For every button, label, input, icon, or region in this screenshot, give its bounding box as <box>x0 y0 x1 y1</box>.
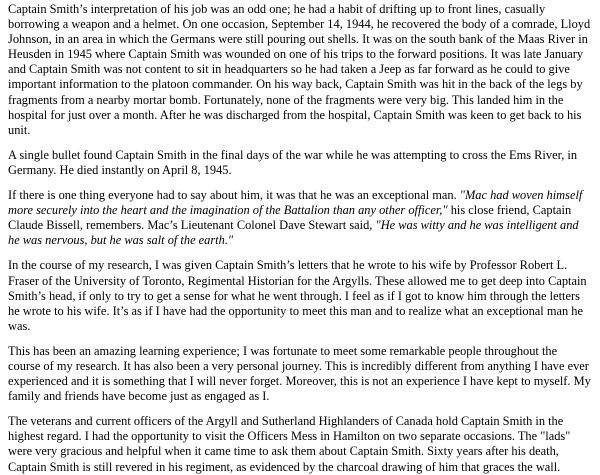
paragraph-exceptional-man <box>8 188 592 248</box>
paragraph-learning-experience <box>8 344 592 404</box>
paragraph-text: In the course of my research, I was given Captain Smith’s letters that he wrote to his wife by Professor Robert L. Fraser of the University of Toronto, Regimental Historian for the Argylls. These allowed me to get deep into Captain Smith’s head, if only to try to get a sense for what he went through. I feel as if I got to know him through the letters he wrote to his wife. It’s as if I have had the opportunity to meet this man and to realize what an exceptional man he was. <box>8 258 587 333</box>
paragraph-text: This has been an amazing learning experience; I was fortunate to meet some remarkable people throughout the course of my research. It has also been a very personal journey. This is incredibly different from anything I have ever experienced and it is something that I will never forget. Moreover, this is not an experience I have kept to myself. My family and friends have become just as engaged as I. <box>8 343 591 404</box>
paragraph-wounded-at-heusden <box>8 2 592 138</box>
paragraph-text: The veterans and current officers of the Argyll and Sutherland Highlanders of Canada hold Captain Smith in the highest regard. I had the opportunity to visit the Officers Mess in Hamilton on two separate occasions. The "lads" were very gracious and helpful when it came time to ask them about Captain Smith. Sixty years after his death, Captain Smith is still revered in his regiment, as evidenced by the charcoal drawing of him that graces the wall. <box>8 414 571 474</box>
paragraph-text: his close friend, Captain Claude Bissell, remembers. Mac’s Lieutenant Colonel Dave Stewart said, <box>8 203 572 233</box>
paragraph-text: If there is one thing everyone had to say about him, it was that he was an exceptional man. <box>8 188 460 203</box>
bissell-quote: "Mac had woven himself more securely into the heart and the imagination of the Battalion than any other officer," <box>8 188 583 218</box>
paragraph-text: Captain Smith’s interpretation of his job was an odd one; he had a habit of drifting up to front lines, casually borrowing a weapon and a helmet. On one occasion, September 14, 1944, he recovered the body of a comrade, Lloyd Johnson, in an area in which the Germans were still pouring out shells. It was on the south bank of the Maas River in Heusden in 1945 where Captain Smith was wounded on one of his trips to the forward positions. It was late January and Captain Smith was not content to sit in headquarters so he had taken a Jeep as far forward as he could to give important information to the platoon commander. On his way back, Captain Smith was hit in the back of the legs by fragments from a nearby mortar bomb. Fortunately, none of the fragments were very big. This landed him in the hospital for just over a month. After he was discharged from the hospital, Captain Smith was keen to get back to his unit. <box>8 2 591 137</box>
stewart-quote: "He was witty and he was intelligent and he was nervous, but he was salt of the earth." <box>8 218 579 248</box>
paragraph-death <box>8 148 592 178</box>
paragraph-text: A single bullet found Captain Smith in the final days of the war while he was attempting to cross the Ems River, in Germany. He died instantly on April 8, 1945. <box>8 147 578 177</box>
paragraph-letters-research <box>8 258 592 333</box>
paragraph-veterans-officers <box>8 414 592 474</box>
